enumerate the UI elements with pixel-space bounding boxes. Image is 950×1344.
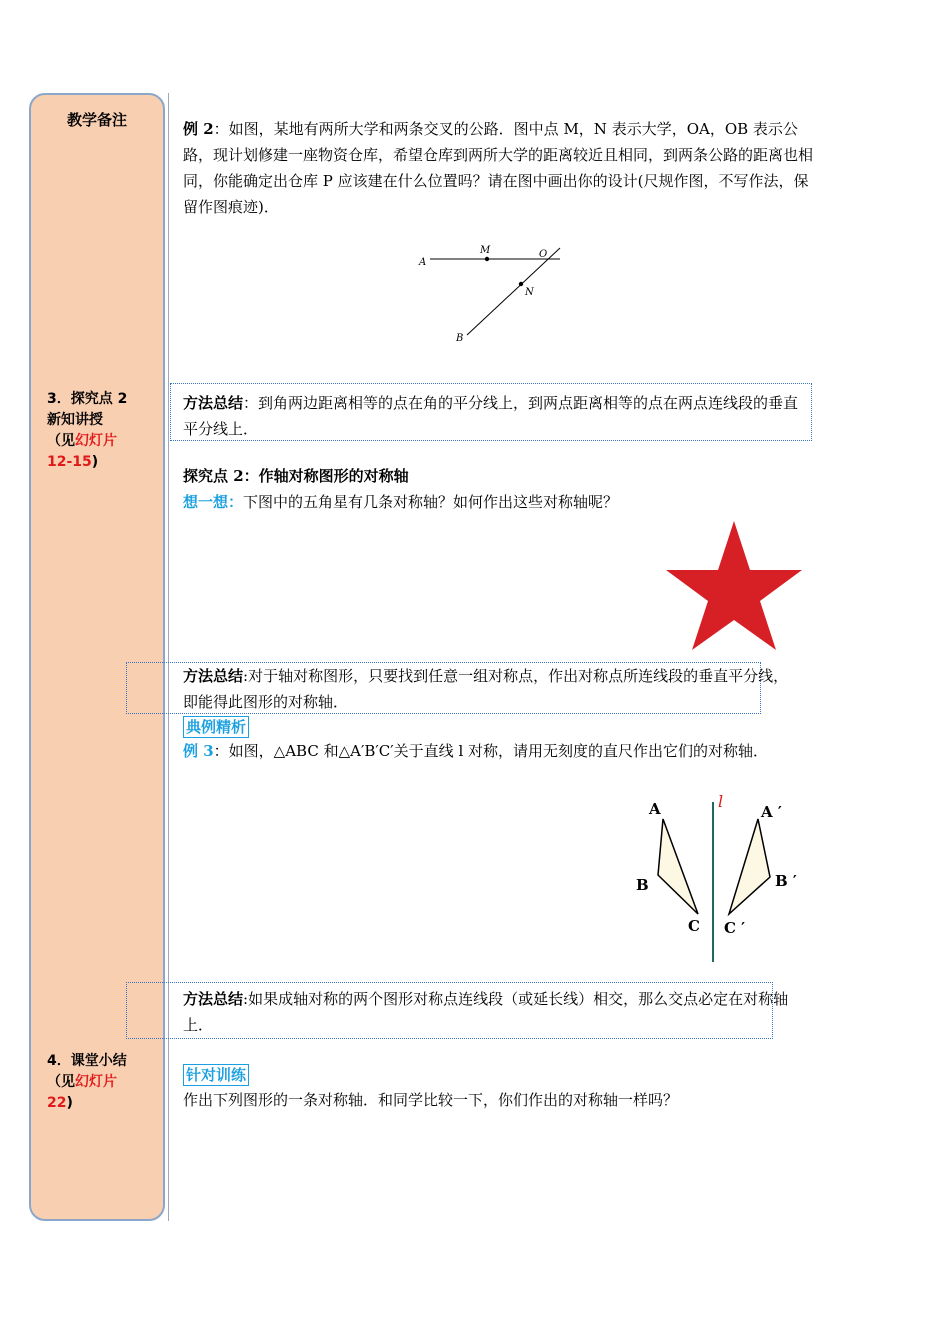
sidebar-title: 教学备注 (66, 111, 127, 129)
label-M: M (480, 245, 491, 256)
point-M (485, 257, 489, 261)
example3-paragraph (183, 738, 795, 764)
triangle-A2B2C2 (729, 819, 770, 914)
label-tri-A2: A ′ (761, 803, 782, 821)
section3-title: 3．探究点 2 (47, 391, 128, 407)
practice-label: 针对训练 (183, 1064, 249, 1086)
summary1-paragraph (183, 390, 808, 442)
summary3-label: 方法总结 (183, 990, 244, 1008)
triangles-figure (630, 792, 810, 967)
summary2-paragraph (183, 663, 795, 715)
label-tri-A: A (649, 800, 661, 818)
label-l: l (718, 792, 724, 811)
example2-label: 例 2 (183, 120, 214, 138)
star-figure (664, 520, 804, 652)
label-tri-C: C (688, 917, 700, 935)
typical-label: 典例精析 (183, 716, 249, 738)
example3-label: 例 3 (183, 742, 214, 760)
example2-text: ：如图，某地有两所大学和两条交叉的公路．图中点 M，N 表示大学，OA，OB 表示公路，现计划修建一座物资仓库，希望仓库到两所大学的距离较近且相同，到两条公路的距离也相同，你能确定出仓库 P 应该建在什么位置吗？请在图中画出你的设计(尺规作图，不写作法，保留作图痕迹)． (183, 120, 814, 216)
think-label: 想一想： (183, 493, 244, 511)
column-divider (168, 93, 169, 1221)
label-tri-C2: C ′ (724, 919, 746, 937)
sidebar-notes (29, 93, 165, 1221)
summary2-label: 方法总结 (183, 667, 244, 685)
summary2-text: :对于轴对称图形，只要找到任意一组对称点，作出对称点所连线段的垂直平分线，即能得此图形的对称轴． (183, 667, 789, 711)
summary3-paragraph (183, 986, 813, 1038)
roads-figure (410, 238, 580, 348)
sidebar-section-4 (47, 1051, 165, 1114)
triangle-ABC (658, 819, 698, 914)
label-O: O (539, 249, 548, 260)
label-B: B (456, 333, 464, 344)
typical-heading (183, 714, 813, 740)
think-paragraph (183, 489, 813, 515)
think-text: 下图中的五角星有几条对称轴？如何作出这些对称轴呢？ (243, 493, 619, 511)
section3-subtitle: 新知讲授 (47, 412, 103, 428)
example3-text: ：如图，△ABC 和△A′B′C′关于直线 l 对称，请用无刻度的直尺作出它们的对称轴． (213, 742, 769, 760)
five-pointed-star (666, 521, 802, 650)
label-tri-B: B (636, 876, 649, 894)
summary1-text: ：到角两边距离相等的点在角的平分线上，到两点距离相等的点在两点连线段的垂直平分线上． (183, 394, 799, 438)
example2-paragraph (183, 116, 813, 220)
section4-ref: （见幻灯片 22) (47, 1074, 117, 1111)
practice-text: 作出下列图形的一条对称轴．和同学比较一下，你们作出的对称轴一样吗？ (183, 1091, 679, 1109)
label-A: A (419, 257, 427, 268)
label-tri-B2: B ′ (775, 872, 797, 890)
summary3-text: :如果成轴对称的两个图形对称点连线段（或延长线）相交，那么交点必定在对称轴上． (183, 990, 789, 1034)
label-N: N (525, 287, 534, 298)
point-N (519, 282, 523, 286)
road-OB (467, 248, 560, 335)
practice-heading (183, 1062, 813, 1088)
section4-title: 4．课堂小结 (47, 1053, 127, 1069)
section3-ref: （见幻灯片 12-15) (47, 433, 117, 470)
summary1-label: 方法总结 (183, 394, 244, 412)
sidebar-section-3 (47, 389, 165, 473)
point2-heading: 探究点 2：作轴对称图形的对称轴 (183, 467, 409, 485)
